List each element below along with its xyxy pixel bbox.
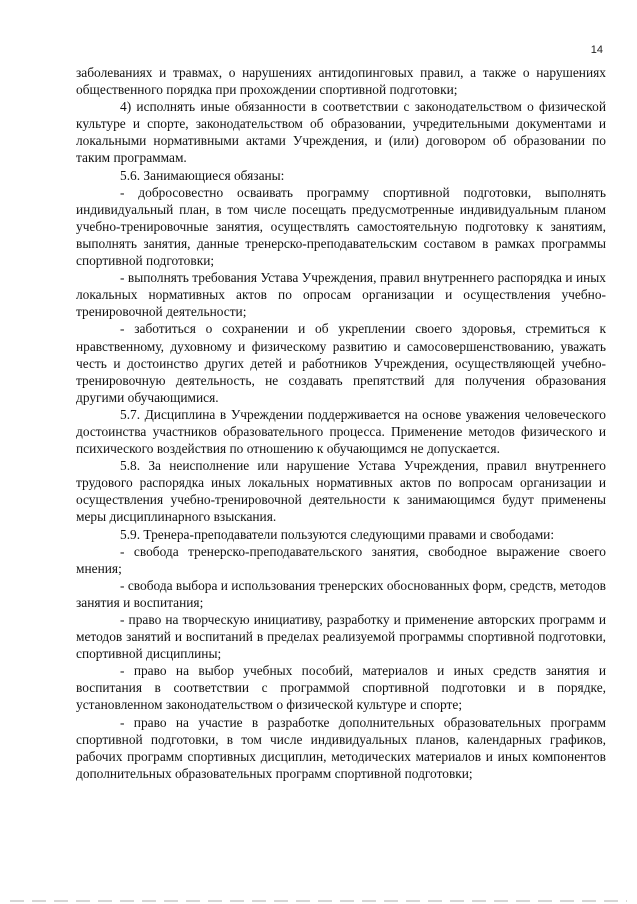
section-5-7: 5.7. Дисциплина в Учреждении поддерживается на основе уважения человеческого достоинства участников образовательного процесса. Применение методов физического и психического воздействия по отношению к обучающимся не допускается. — [76, 406, 606, 457]
paragraph-10: - свобода тренерско-преподавательского занятия, свободное выражение своего мнения; — [76, 543, 606, 576]
scan-edge-divider — [10, 900, 627, 902]
paragraph-11: - свобода выбора и использования тренерских обоснованных форм, средств, методов занятия и воспитания; — [76, 577, 606, 610]
paragraph-12: - право на творческую инициативу, разработку и применение авторских программ и методов занятий и воспитаний в пределах реализуемой программы спортивной подготовки, спортивной дисциплины; — [76, 612, 606, 662]
section-5-8: 5.8. За неисполнение или нарушение Устава Учреждения, правил внутреннего трудового распорядка иных локальных нормативных актов по вопросам организации и осуществления учебно-тренировочной деятельности к занимающимся будут применены меры дисциплинарного взыскания. — [76, 458, 606, 525]
section-5-9-heading: 5.9. Тренера-преподаватели пользуются следующими правами и свободами: — [120, 526, 555, 542]
paragraph-2: 4) исполнять иные обязанности в соответствии с законодательством о физической культуре и спорте, законодательством об образовании, учредительными документами и локальными нормативными актами Учреждения, и (или) договором об образовании по таким программам. — [76, 99, 606, 166]
section-5-6-heading: 5.6. Занимающиеся обязаны: — [120, 167, 285, 183]
document-body — [76, 64, 606, 782]
paragraph-4: - добросовестно осваивать программу спортивной подготовки, выполнять индивидуальный план, в том числе посещать предусмотренные индивидуальным планом учебно-тренировочные занятия, осуществлять самостоятельную подготовку к занятиям, выполнять занятия, данные тренерско-преподавательским составом в рамках программы спортивной подготовки; — [76, 184, 606, 269]
paragraph-13: - право на выбор учебных пособий, материалов и иных средств занятия и воспитания в соответствии с программой спортивной подготовки и в порядке, установленном законодательством о физической культуре и спорте; — [76, 663, 606, 713]
paragraph-14: - право на участие в разработке дополнительных образовательных программ спортивной подготовки, в том числе индивидуальных планов, календарных графиков, рабочих программ спортивных дисциплин, методических материалов и иных компонентов дополнительных образовательных программ спортивной подготовки; — [76, 714, 606, 781]
page-number: 14 — [590, 44, 603, 56]
paragraph-6: - заботиться о сохранении и об укреплении своего здоровья, стремиться к нравственному, духовному и физическому развитию и самосовершенствованию, уважать честь и достоинство других детей и работников Учреждения, осуществляющей учебно-тренировочную деятельность, не создавать препятствий для получения образования другими обучающимися. — [76, 321, 606, 405]
paragraph-1: заболеваниях и травмах, о нарушениях антидопинговых правил, а также о нарушениях общественного порядка при прохождении спортивной подготовки; — [76, 65, 606, 98]
paragraph-5: - выполнять требования Устава Учреждения, правил внутреннего распорядка и иных локальных нормативных актов по опросам организации и осуществления учебно-тренировочной деятельности; — [76, 270, 606, 320]
